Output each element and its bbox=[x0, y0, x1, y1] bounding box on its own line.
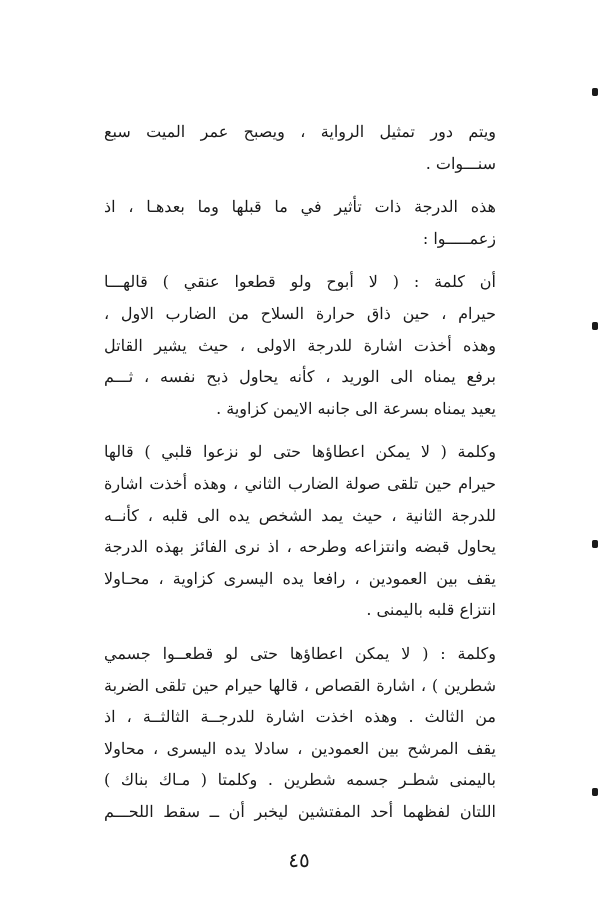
text-line: ويتم دور تمثيل الرواية ، ويصبح عمر الميت سبع bbox=[104, 122, 496, 141]
text-line: زعمـــــوا : bbox=[422, 228, 496, 248]
margin-mark bbox=[592, 322, 598, 330]
paragraph bbox=[104, 116, 496, 179]
paragraph bbox=[104, 436, 496, 626]
text-line: هذه الدرجة ذات تأثير في ما قبلها وما بعدهـا ، اذ bbox=[104, 197, 496, 217]
paragraph bbox=[104, 191, 496, 254]
margin-mark bbox=[592, 540, 598, 548]
page-number: ٤٥ bbox=[288, 848, 310, 872]
text-line: يقف بين العمودين ، رافعا يده اليسرى كزاوية ، محـاولا bbox=[104, 568, 496, 588]
text-line: للدرجة الثانية ، حيث يمد الشخص يده الى قلبه ، كأنــه bbox=[104, 505, 496, 525]
body-text bbox=[104, 116, 496, 827]
margin-mark bbox=[592, 788, 598, 796]
text-line: شطرين ) ، اشارة القصاص ، قالها حيرام حين تلقى الضربة bbox=[104, 675, 496, 695]
text-line: يعيد يمناه بسرعة الى جانبه الايمن كزاوية . bbox=[216, 398, 496, 418]
text-line: حيرام حين تلقى صولة الضارب الثاني ، وهذه أخذت اشارة bbox=[104, 473, 496, 493]
text-line: برفع يمناه الى الوريد ، كأنه يحاول ذبح نفسه ، ثـــم bbox=[104, 367, 496, 387]
text-line: يقف المرشح بين العمودين ، سادلا يده اليسرى ، محاولا bbox=[104, 738, 496, 758]
text-line: باليمنى شطـر جسمه شطرين . وكلمتا ( مـاك بناك ) bbox=[104, 770, 496, 790]
text-line: يحاول قبضه وانتزاعه وطرحه ، اذ نرى الفائز بهذه الدرجة bbox=[104, 537, 496, 557]
text-line: اللتان لفظهما أحد المفتشين ليخبر أن ــ سقط اللحـــم bbox=[104, 801, 496, 821]
paragraph bbox=[104, 266, 496, 424]
margin-mark bbox=[592, 88, 598, 96]
text-line: وهذه أخذت اشارة للدرجة الاولى ، حيث يشير القاتل bbox=[104, 335, 496, 355]
text-line: وكلمة ( لا يمكن اعطاؤها حتى لو نزعوا قلبي ) قالها bbox=[104, 442, 496, 462]
text-line: من الثالث . وهذه اخذت اشارة للدرجــة الثالثــة ، اذ bbox=[104, 707, 496, 727]
text-line: حيرام ، حين ذاق حرارة السلاح من الضارب الاول ، bbox=[104, 303, 496, 323]
paragraph bbox=[104, 638, 496, 828]
text-line: وكلمة : ( لا يمكن اعطاؤها حتى لو قطعــوا جسمي bbox=[104, 643, 496, 663]
text-line: سنـــوات . bbox=[425, 153, 496, 173]
text-line: أن كلمة : ( لا أبوح ولو قطعوا عنقي ) قالهـــا bbox=[104, 272, 496, 292]
text-line: انتزاع قلبه باليمنى . bbox=[366, 600, 496, 620]
